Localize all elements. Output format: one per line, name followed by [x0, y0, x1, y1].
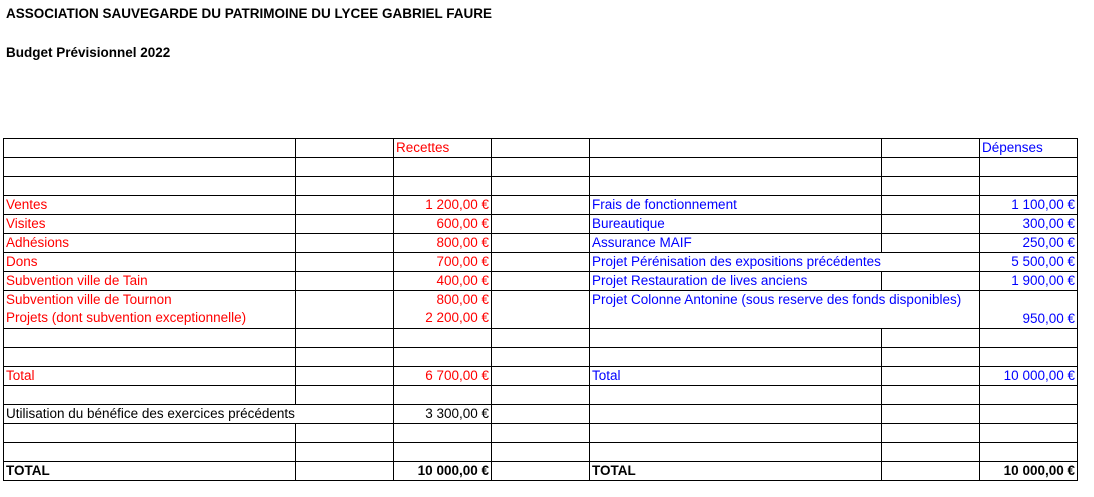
cell[interactable] [492, 177, 590, 196]
cell[interactable] [296, 272, 394, 291]
cell[interactable] [980, 158, 1078, 177]
recette-label[interactable] [4, 291, 296, 329]
recette-amount[interactable] [394, 291, 492, 329]
depenses-total-label[interactable]: Total [590, 367, 882, 386]
cell[interactable] [296, 329, 394, 348]
cell[interactable] [882, 329, 980, 348]
cell[interactable] [4, 348, 296, 367]
table-row [4, 139, 1078, 158]
recette-label-text: Subvention ville de Tournon [6, 292, 172, 307]
recette-amount[interactable]: 1 200,00 € [394, 196, 492, 215]
recettes-header[interactable]: Recettes [394, 139, 492, 158]
recette-label[interactable]: Subvention ville de Tain [4, 272, 296, 291]
depenses-total[interactable]: 10 000,00 € [980, 367, 1078, 386]
depense-label[interactable]: Projet Pérénisation des expositions précédentes [590, 253, 980, 272]
cell[interactable] [492, 253, 590, 272]
cell[interactable] [394, 158, 492, 177]
recette-label[interactable]: Adhésions [4, 234, 296, 253]
benefice-amount[interactable]: 3 300,00 € [394, 405, 492, 424]
table-row [4, 177, 1078, 196]
cell[interactable] [296, 139, 394, 158]
table-row [4, 462, 1078, 481]
grand-total-right[interactable]: 10 000,00 € [980, 462, 1078, 481]
cell[interactable] [590, 405, 882, 424]
cell[interactable] [296, 348, 394, 367]
cell[interactable] [882, 215, 980, 234]
cell[interactable] [980, 386, 1078, 405]
cell[interactable] [492, 348, 590, 367]
depense-label[interactable]: Assurance MAIF [590, 234, 882, 253]
depense-amount[interactable]: 5 500,00 € [980, 253, 1078, 272]
table-row [4, 348, 1078, 367]
cell[interactable] [882, 234, 980, 253]
recette-amount-text: 2 200,00 € [425, 310, 489, 325]
table-row [4, 443, 1078, 462]
table-row [4, 272, 1078, 291]
cell[interactable] [980, 329, 1078, 348]
cell[interactable] [394, 386, 492, 405]
cell[interactable] [394, 329, 492, 348]
cell[interactable] [590, 424, 882, 443]
recette-label-text: Projets (dont subvention exceptionnelle) [6, 310, 247, 325]
cell[interactable] [296, 215, 394, 234]
cell[interactable] [492, 329, 590, 348]
cell[interactable] [296, 424, 394, 443]
recette-label[interactable]: Visites [4, 215, 296, 234]
cell[interactable] [980, 405, 1078, 424]
table-row [4, 329, 1078, 348]
budget-table [3, 138, 1078, 481]
cell[interactable] [296, 367, 394, 386]
cell[interactable] [590, 348, 882, 367]
recette-amount[interactable]: 400,00 € [394, 272, 492, 291]
cell[interactable] [590, 443, 882, 462]
cell[interactable] [4, 177, 296, 196]
cell[interactable] [296, 443, 394, 462]
cell[interactable] [590, 139, 882, 158]
cell[interactable] [882, 272, 980, 291]
recettes-total-label[interactable]: Total [4, 367, 296, 386]
depense-label[interactable]: Projet Colonne Antonine (sous reserve des fonds disponibles) [590, 291, 980, 329]
cell[interactable] [980, 177, 1078, 196]
table-row [4, 386, 1078, 405]
recettes-total[interactable]: 6 700,00 € [394, 367, 492, 386]
grand-total-right-label[interactable]: TOTAL [590, 462, 882, 481]
cell[interactable] [296, 177, 394, 196]
cell[interactable] [4, 424, 296, 443]
cell[interactable] [882, 139, 980, 158]
cell[interactable] [492, 196, 590, 215]
recette-amount-text: 800,00 € [436, 292, 489, 307]
cell[interactable] [882, 424, 980, 443]
cell[interactable] [492, 215, 590, 234]
cell[interactable] [4, 139, 296, 158]
cell[interactable] [882, 177, 980, 196]
table-row [4, 291, 1078, 329]
cell[interactable] [590, 158, 882, 177]
cell[interactable] [980, 348, 1078, 367]
cell[interactable] [296, 462, 394, 481]
cell[interactable] [590, 177, 882, 196]
cell[interactable] [394, 443, 492, 462]
cell[interactable] [492, 272, 590, 291]
grand-total-left[interactable]: 10 000,00 € [394, 462, 492, 481]
recette-label[interactable]: Dons [4, 253, 296, 272]
table-row [4, 367, 1078, 386]
cell[interactable] [980, 424, 1078, 443]
depense-amount[interactable]: 300,00 € [980, 215, 1078, 234]
cell[interactable] [296, 158, 394, 177]
depense-amount[interactable]: 250,00 € [980, 234, 1078, 253]
cell[interactable] [296, 253, 394, 272]
cell[interactable] [492, 139, 590, 158]
table-row [4, 424, 1078, 443]
cell[interactable] [492, 462, 590, 481]
association-title: ASSOCIATION SAUVEGARDE DU PATRIMOINE DU LYCEE GABRIEL FAURE [6, 6, 493, 21]
cell[interactable] [296, 386, 394, 405]
depense-label[interactable]: Bureautique [590, 215, 882, 234]
cell[interactable] [882, 405, 980, 424]
cell[interactable] [882, 386, 980, 405]
cell[interactable] [4, 386, 296, 405]
cell[interactable] [492, 443, 590, 462]
table-row [4, 253, 1078, 272]
depenses-header[interactable]: Dépenses [980, 139, 1078, 158]
depense-amount[interactable]: 1 900,00 € [980, 272, 1078, 291]
cell[interactable] [980, 443, 1078, 462]
cell[interactable] [882, 443, 980, 462]
cell[interactable] [882, 462, 980, 481]
cell[interactable] [492, 234, 590, 253]
cell[interactable] [492, 424, 590, 443]
table-row [4, 158, 1078, 177]
cell[interactable] [492, 291, 590, 329]
depense-amount[interactable]: 1 100,00 € [980, 196, 1078, 215]
cell[interactable] [394, 424, 492, 443]
recette-amount[interactable]: 700,00 € [394, 253, 492, 272]
cell[interactable] [4, 329, 296, 348]
cell[interactable] [296, 291, 394, 329]
table-row [4, 405, 1078, 424]
cell[interactable] [492, 158, 590, 177]
table-row [4, 196, 1078, 215]
cell[interactable] [882, 367, 980, 386]
recette-amount[interactable]: 800,00 € [394, 234, 492, 253]
cell[interactable] [4, 443, 296, 462]
cell[interactable] [394, 177, 492, 196]
cell[interactable] [492, 367, 590, 386]
depense-label[interactable]: Projet Restauration de lives anciens [590, 272, 882, 291]
cell[interactable] [296, 196, 394, 215]
cell[interactable] [296, 234, 394, 253]
budget-subtitle: Budget Prévisionnel 2022 [6, 45, 171, 60]
benefice-label[interactable]: Utilisation du bénéfice des exercices précédents [4, 405, 394, 424]
cell[interactable] [4, 158, 296, 177]
cell[interactable] [492, 405, 590, 424]
table-row [4, 234, 1078, 253]
cell[interactable] [590, 329, 882, 348]
cell[interactable] [882, 196, 980, 215]
table-row [4, 215, 1078, 234]
depense-label[interactable]: Frais de fonctionnement [590, 196, 882, 215]
depense-amount[interactable]: 950,00 € [980, 291, 1078, 329]
cell[interactable] [492, 386, 590, 405]
recette-amount[interactable]: 600,00 € [394, 215, 492, 234]
recette-label[interactable]: Ventes [4, 196, 296, 215]
grand-total-left-label[interactable]: TOTAL [4, 462, 296, 481]
cell[interactable] [394, 348, 492, 367]
cell[interactable] [590, 386, 882, 405]
cell[interactable] [882, 158, 980, 177]
cell[interactable] [882, 348, 980, 367]
